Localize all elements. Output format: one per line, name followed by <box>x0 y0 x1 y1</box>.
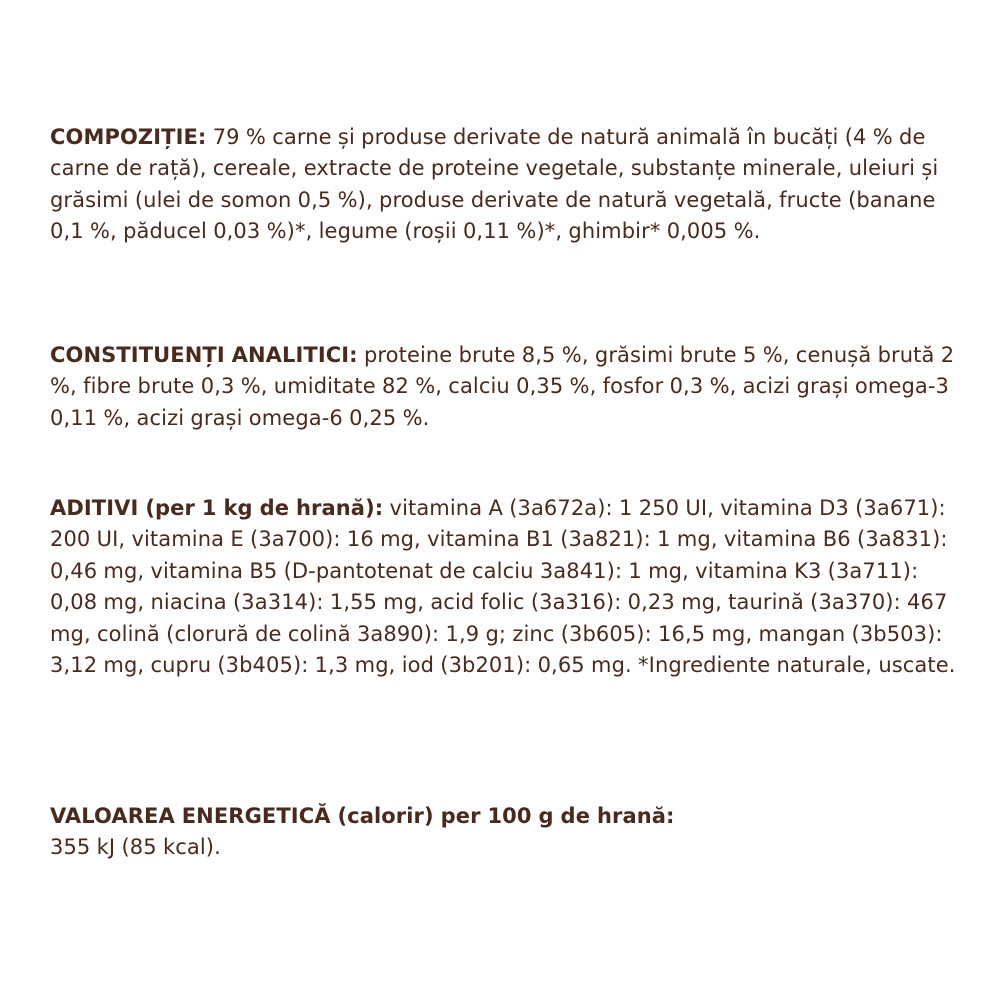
analytical-constituents-text: proteine brute 8,5 %, grăsimi brute 5 %, cenușă brută 2 %, fibre brute 0,3 %, umiditate 82 %, calciu 0,35 %, fosfor 0,3 %, acizi grași omega-3 0,11 %, acizi grași omega-6 0,25 %. <box>50 343 955 430</box>
energy-value-section <box>50 801 965 864</box>
energy-value-text: 355 kJ (85 kcal). <box>50 835 221 860</box>
analytical-constituents-section <box>50 340 965 434</box>
analytical-constituents-heading: CONSTITUENȚI ANALITICI: <box>50 343 358 367</box>
energy-value-heading: VALOAREA ENERGETICĂ (calorir) per 100 g de hrană: <box>50 804 675 828</box>
composition-heading: COMPOZIȚIE: <box>50 125 207 149</box>
additives-heading: ADITIVI (per 1 kg de hrană): <box>50 496 384 520</box>
additives-text: vitamina A (3a672a): 1 250 UI, vitamina D3 (3a671): 200 UI, vitamina E (3a700): 16 mg, vitamina B1 (3a821): 1 mg, vitamina B6 (3a831): 0,46 mg, vitamina B5 (D-pantotenat de calciu 3a841): 1 mg, vitamina K3 (3a711): 0,08 mg, niacina (3a314): 1,55 mg, acid folic (3a316): 0,23 mg, taurină (3a370): 467 mg, colină (clorură de colină 3a890): 1,9 g; zinc (3b605): 16,5 mg, mangan (3b503): 3,12 mg, cupru (3b405): 1,3 mg, iod (3b201): 0,65 mg. *Ingrediente naturale, uscate. <box>50 496 956 678</box>
additives-section <box>50 493 965 681</box>
composition-text: 79 % carne și produse derivate de natură animală în bucăți (4 % de carne de rață), cereale, extracte de proteine vegetale, substanțe minerale, uleiuri și grăsimi (ulei de somon 0,5 %), produse derivate de natură vegetală, fructe (banane 0,1 %, păducel 0,03 %)*, legume (roșii 0,11 %)*, ghimbir* 0,005 %. <box>50 125 939 244</box>
composition-section <box>50 122 965 248</box>
